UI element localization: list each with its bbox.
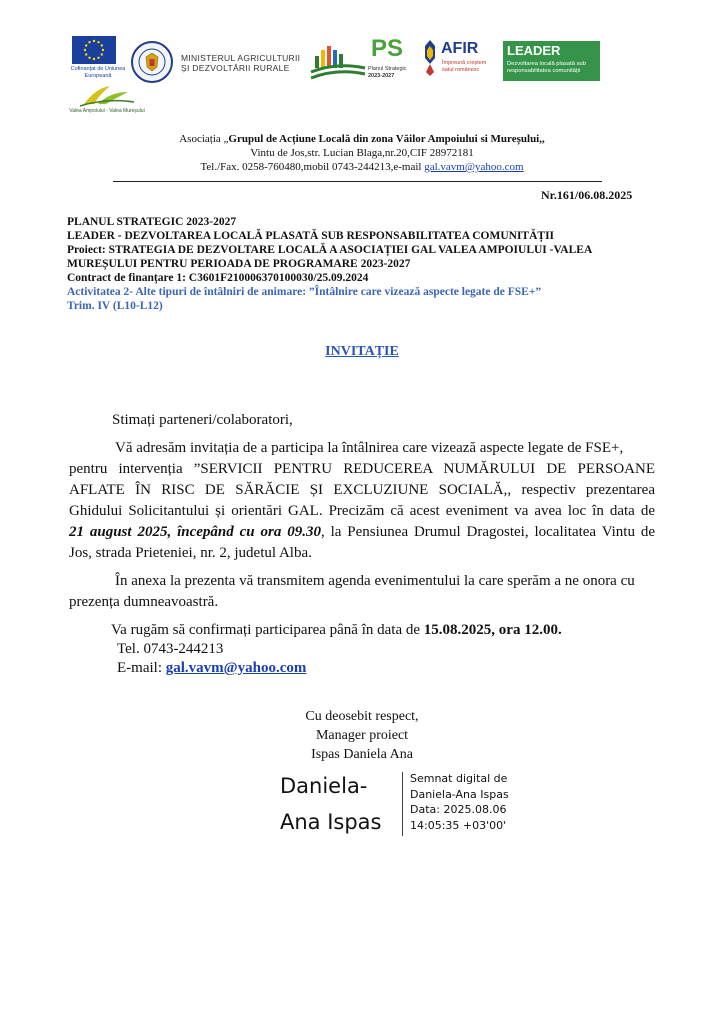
paragraph-2-line-2: prezența dumneavoastră. <box>69 594 219 610</box>
afir-emblem-icon <box>421 38 439 78</box>
handwritten-signature: Daniela- Ana Ispas <box>280 774 382 834</box>
header-divider <box>113 181 602 182</box>
signer-role: Manager proiect <box>315 728 409 743</box>
ministry-name: MINISTERUL AGRICULTURII ȘI DEZVOLTĂRII RURALE <box>181 53 301 73</box>
contact-tel: Tel. 0743-244213 <box>117 641 224 657</box>
paragraph-1-line-5: 21 august 2025, începând cu ora 09.30, la Pensiunea Drumul Dragostei, localitatea Vintu de <box>69 524 655 540</box>
paragraph-1-line-3: AFLATE ÎN RISC DE SĂRĂCIE ȘI EXCLUZIUNE SOCIALĂ,, respectiv prezentarea <box>69 482 655 498</box>
ps-caption: Planul Strategic 2023-2027 <box>368 66 407 79</box>
signer-name: Ispas Daniela Ana <box>311 747 413 762</box>
plan-title: PLANUL STRATEGIC 2023-2027 <box>67 216 237 228</box>
leader-line: LEADER - DEZVOLTAREA LOCALĂ PLASATĂ SUB RESPONSABILITATEA COMUNITĂȚII <box>67 230 555 242</box>
eu-flag-logo <box>72 36 116 64</box>
paragraph-1-line-4: Ghidului Solicitantului și orientări GAL. Precizăm că acest eveniment va avea loc în data de <box>69 503 655 519</box>
document-title: INVITAȚIE <box>325 344 399 359</box>
ps-logo: PS <box>371 35 404 62</box>
leader-subtitle: Dezvoltarea locală plasată sub responsabilitatea comunității <box>507 61 586 74</box>
paragraph-2-line-1: În anexa la prezenta vă transmitem agenda evenimentului la care sperăm a ne onora cu <box>115 573 635 589</box>
contract-line: Contract de finanțare 1: C3601F210006370100030/25.09.2024 <box>67 272 369 284</box>
event-date: 21 august 2025, începând cu ora 09.30 <box>69 524 321 540</box>
activity-line-1: Activitatea 2- Alte tipuri de întâlniri de animare: ”Întâlnire care vizează aspecte legate de FSE+” <box>67 286 542 298</box>
gal-caption: Valea Ampoiului - Valea Mureșului <box>69 108 145 114</box>
afir-logo: AFIR <box>441 40 479 57</box>
government-seal-icon <box>131 41 173 83</box>
eu-caption: Cofinanțat de Uniunea Europeană <box>70 66 126 79</box>
paragraph-1-line-1: Vă adresăm invitația de a participa la întâlnirea care vizează aspecte legate de FSE+, <box>115 440 624 456</box>
paragraph-1-line-2: pentru intervenția ”SERVICII PENTRU REDUCEREA NUMĂRULUI DE PERSOANE <box>69 461 655 477</box>
contact-email-line: E-mail: gal.vavm@yahoo.com <box>117 660 307 676</box>
association-name: Asociația „Grupul de Acțiune Locală din zona Văilor Ampoiului si Mureșului,, <box>179 133 545 145</box>
digital-signature-stamp: Semnat digital de Daniela-Ana Ispas Data: 2025.08.06 14:05:35 +03'00' <box>410 772 509 832</box>
plan-strategic-mark-icon <box>307 42 367 82</box>
leader-logo <box>503 41 600 81</box>
activity-line-2: Trim. IV (L10-L12) <box>67 300 163 312</box>
document-number: Nr.161/06.08.2025 <box>541 188 633 202</box>
project-line-2: MUREȘULUI PENTRU PERIOADA DE PROGRAMARE 2023-2027 <box>67 258 411 270</box>
header-email-link[interactable]: gal.vavm@yahoo.com <box>424 161 524 173</box>
leader-title: LEADER <box>507 43 561 58</box>
contact-email-link[interactable]: gal.vavm@yahoo.com <box>165 660 307 676</box>
association-contact: Tel./Fax. 0258-760480,mobil 0743-244213,e-mail gal.vavm@yahoo.com <box>200 161 524 173</box>
confirmation-deadline: 15.08.2025, ora 12.00. <box>423 622 562 638</box>
gal-logo-icon <box>70 84 142 124</box>
signature-divider <box>402 772 403 836</box>
salutation: Stimați parteneri/colaboratori, <box>112 412 293 428</box>
paragraph-1-line-6: Jos, strada Prieteniei, nr. 2, judetul Alba. <box>69 545 312 561</box>
association-address: Vintu de Jos,str. Lucian Blaga,nr.20,CIF 28972181 <box>250 147 474 159</box>
confirmation-line: Va rugăm să confirmați participarea până în data de 15.08.2025, ora 12.00. <box>111 622 562 638</box>
closing: Cu deosebit respect, <box>305 709 419 724</box>
afir-tagline: Împreună creștem satul românesc <box>442 60 487 73</box>
project-line-1: Proiect: STRATEGIA DE DEZVOLTARE LOCALĂ A ASOCIAȚIEI GAL VALEA AMPOIULUI -VALEA <box>67 244 593 256</box>
